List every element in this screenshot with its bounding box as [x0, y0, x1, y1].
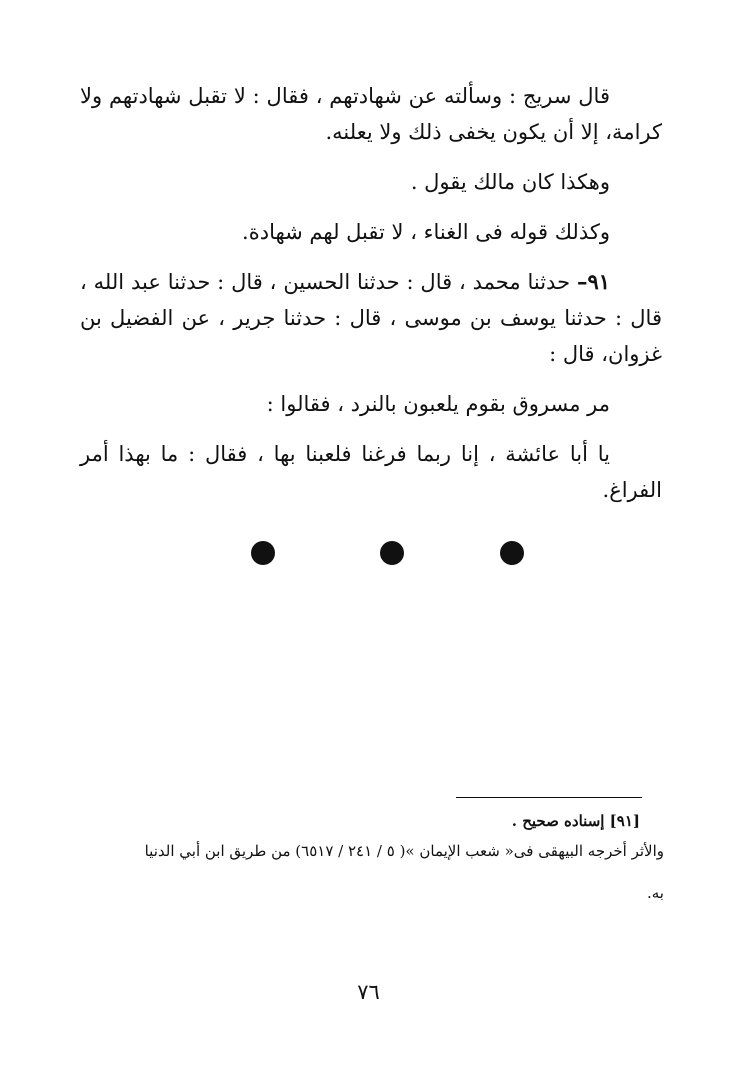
footnotes — [80, 806, 664, 908]
paragraph-sarij-quote: قال سريج : وسألته عن شهادتهم ، فقال : لا تقبل شهادتهم ولا كرامة، إلا أن يكون يخفى ذلك ولا يعلنه. — [80, 84, 662, 144]
paragraph-aisha: يا أبا عائشة ، إنا ربما فرغنا فلعبنا بها ، فقال : ما بهذا أمر الفراغ. — [80, 442, 662, 502]
footnote-isnad — [80, 806, 664, 836]
footnote-continuation: به. — [647, 884, 664, 902]
main-text — [80, 78, 662, 508]
paragraph-malik: وهكذا كان مالك يقول . — [410, 170, 610, 194]
hadith-isnad — [80, 264, 662, 372]
hadith-isnad-text: حدثنا محمد ، قال : حدثنا الحسين ، قال : حدثنا عبد الله ، قال : حدثنا يوسف بن موسى ، قال : حدثنا جرير ، عن الفضيل بن غزوان، قال : — [80, 270, 662, 366]
separator-dot-left — [251, 541, 275, 565]
footnote-ref-text: إسناده صحيح . — [511, 812, 610, 830]
separator-dot-center — [380, 541, 404, 565]
page-number: ٧٦ — [357, 980, 380, 1004]
separator-dot-right — [500, 541, 524, 565]
footnote-source: والأثر أخرجه البيهقى فى« شعب الإيمان »( ٥ / ٢٤١ / ٦٥١٧) من طريق ابن أبي الدنيا — [144, 842, 664, 860]
footnote-divider — [456, 797, 642, 798]
paragraph-masruq: مر مسروق بقوم يلعبون بالنرد ، فقالوا : — [266, 392, 610, 416]
footnote-ref-number: [٩١] — [609, 812, 640, 830]
section-separator — [0, 537, 737, 567]
hadith-number: ٩١– — [576, 269, 610, 294]
paragraph-singing: وكذلك قوله فى الغناء ، لا تقبل لهم شهادة. — [242, 220, 610, 244]
